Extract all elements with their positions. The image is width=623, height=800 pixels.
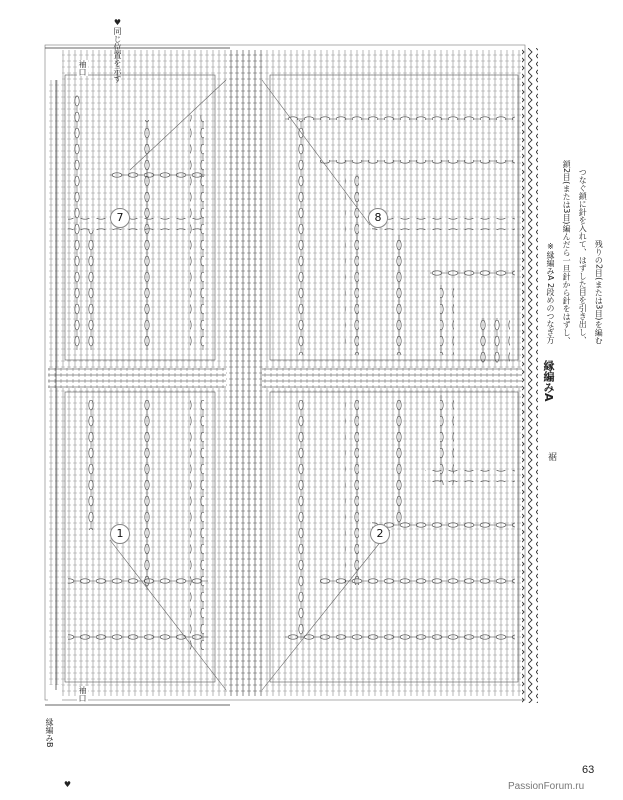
- edging-a-title: 縁編みA: [542, 360, 555, 402]
- page-number: 63: [582, 764, 595, 776]
- note-line-2: 鎖2目(または3目)編んだら一旦針から針をはずし、: [562, 160, 572, 345]
- motif-number-1: 1: [110, 524, 130, 544]
- motif-number-2: 2: [370, 524, 390, 544]
- motif-number-7: 7: [110, 208, 130, 228]
- armhole-top-label: 袖口: [78, 60, 87, 76]
- watermark: PassionForum.ru: [508, 781, 585, 792]
- armhole-bottom-label: 袖口: [78, 686, 87, 702]
- top-marker-label: ♥同じ位置を示す: [113, 18, 122, 83]
- note-line-4: 残りの2目(または3目)を編む: [594, 240, 604, 345]
- note-line-3: つなぐ鎖に針を入れて、はずした目を引き出し、: [578, 168, 588, 345]
- motif-number-8: 8: [368, 208, 388, 228]
- bottom-heart-marker: ♥: [63, 780, 72, 789]
- edging-b-label: 縁編みB: [45, 718, 54, 748]
- hem-label: 裾: [546, 452, 556, 461]
- note-line-1: ※縁編みA 2段めのつなぎ方: [546, 242, 555, 345]
- note-block: [545, 160, 604, 390]
